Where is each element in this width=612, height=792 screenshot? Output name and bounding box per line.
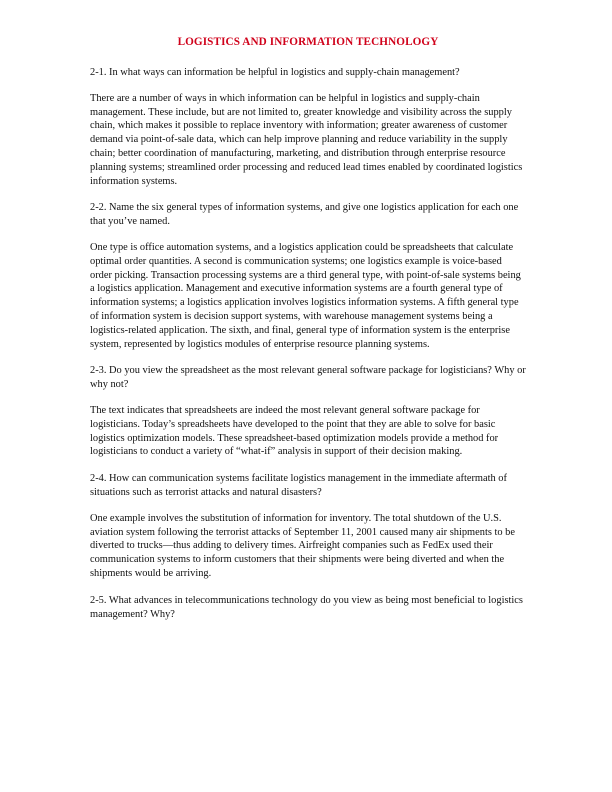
answer-2-4: One example involves the substitution of information for inventory. The total shutdown of the U.S. aviation system following the terrorist attacks of September 11, 2001 caused many air shipments to be diverted to trucks—thus adding to delivery times. Airfreight companies such as FedEx used their communication systems to inform customers that their shipments were being diverted and when the shipments would be arriving. — [90, 512, 515, 579]
question-2-3: 2-3. Do you view the spreadsheet as the most relevant general software package for logisticians? Why or why not? — [90, 365, 526, 391]
document-page — [90, 36, 526, 633]
question-2-2: 2-2. Name the six general types of information systems, and give one logistics application for each one that you’ve named. — [90, 202, 519, 228]
question-2-5: 2-5. What advances in telecommunications technology do you view as being most beneficial to logistics management? Why? — [90, 594, 523, 620]
question-2-4: 2-4. How can communication systems facilitate logistics management in the immediate aftermath of situations such as terrorist attacks and natural disasters? — [90, 473, 507, 498]
answer-2-3: The text indicates that spreadsheets are indeed the most relevant general software package for logisticians. Today’s spreadsheets have developed to the point that they are able to solve for basic logistics optimization models. These spreadsheet-based optimization models provide a method for logisticians to conduct a variety of “what-if” analysis in support of their decision making. — [90, 404, 499, 458]
answer-2-2: One type is office automation systems, and a logistics application could be spreadsheets that calculate optimal order quantities. A second is communication systems; one logistics example is voice-based order picking. Transaction processing systems are a third general type, with point-of-sale systems being a logistics application. Management and executive information systems are a fourth general type of information systems; a logistics application involves logistics information systems. A fifth general type of information system is decision support systems, with warehouse management systems being a logistics-related application. The sixth, and final, general type of information system is the enterprise system, represented by logistics modules of enterprise resource planning systems. — [90, 241, 521, 350]
question-2-1: 2-1. In what ways can information be helpful in logistics and supply-chain management? — [90, 67, 460, 78]
answer-2-1: There are a number of ways in which information can be helpful in logistics and supply-chain management. These include, but are not limited to, greater knowledge and visibility across the supply chain, which makes it possible to replace inventory with information; greater awareness of customer demand via point-of-sale data, which can help improve planning and reduce variability in the supply chain; better coordination of manufacturing, marketing, and distribution through enterprise resource planning systems; streamlined order processing and reduced lead times enabled by coordinated logistics information systems. — [90, 92, 523, 187]
document-title: LOGISTICS AND INFORMATION TECHNOLOGY — [177, 36, 439, 48]
